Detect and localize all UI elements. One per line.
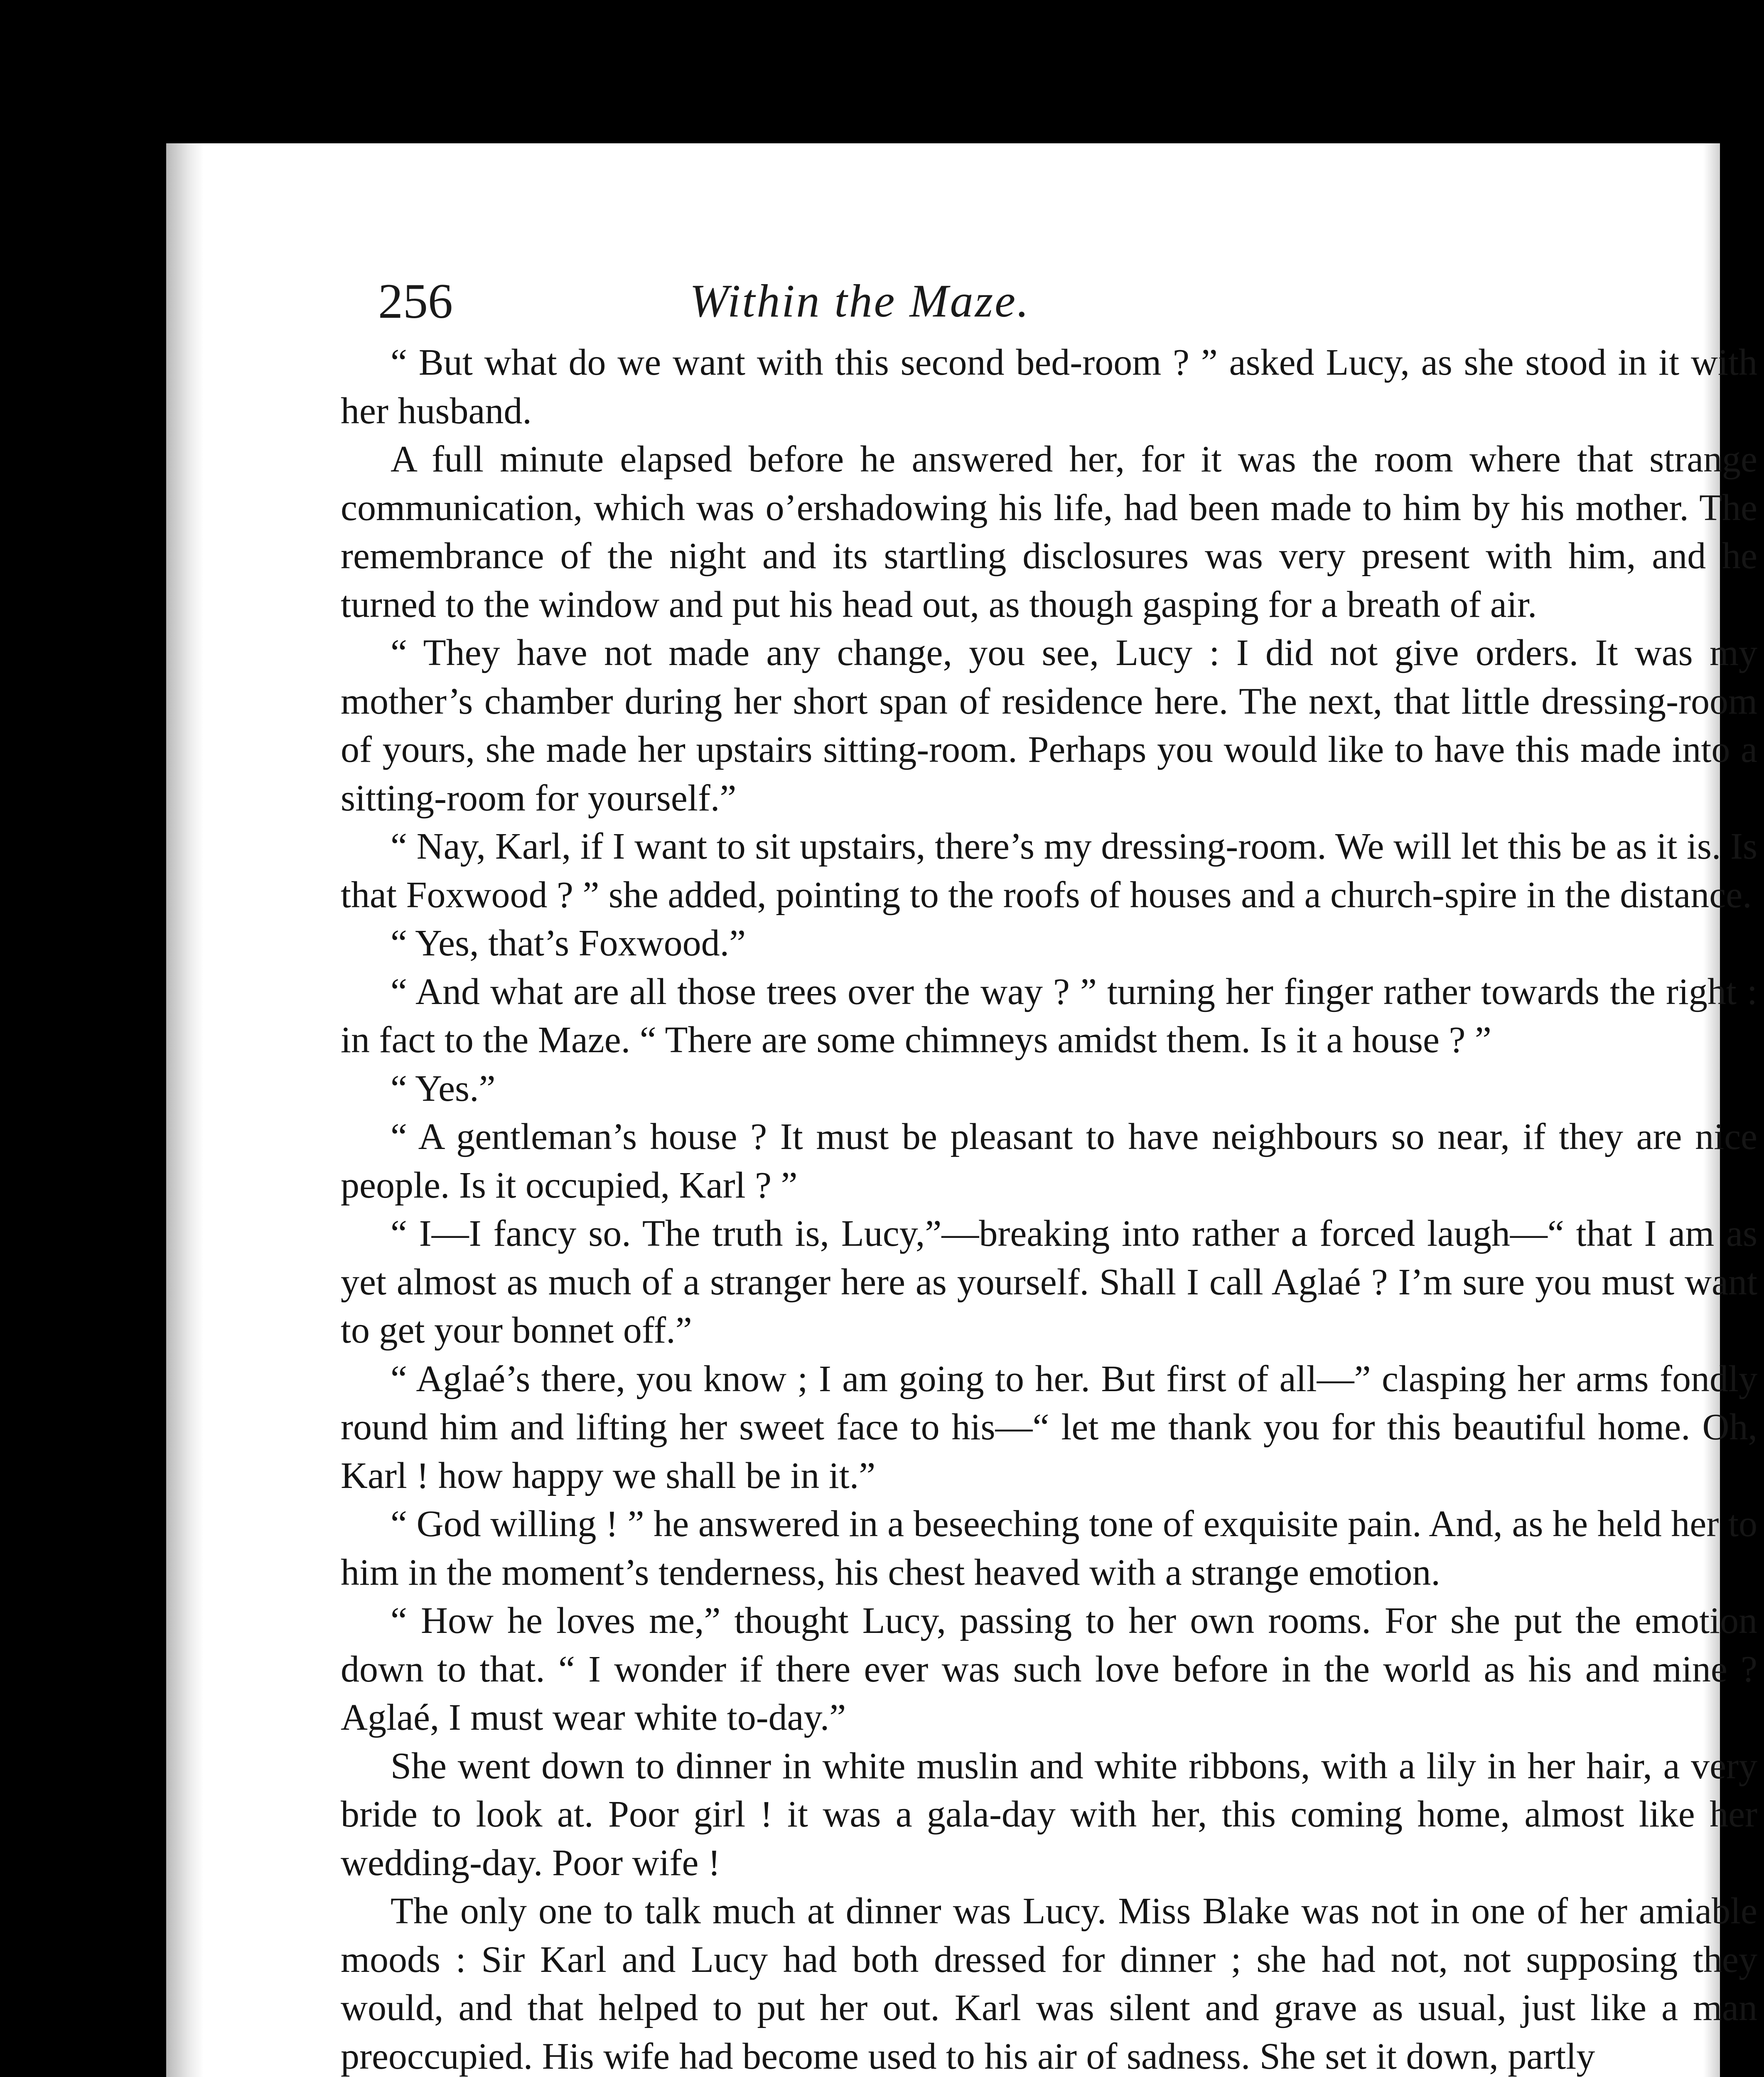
- page-number: 256: [378, 273, 453, 329]
- paragraph: A full minute elapsed before he answered her, for it was the room where that strange communication, which was o’ershadowing his life, had been made to him by his mother. The remembrance of the night and its startling disclosures was very present with him, and he turned to the window and put his head out, as though gasping for a breath of air.: [341, 439, 1757, 625]
- running-title: Within the Maze.: [690, 275, 1030, 327]
- paragraph: “ God willing ! ” he answered in a beseeching tone of exquisite pain. And, as he held her to him in the moment’s tenderness, his chest heaved with a strange emotion.: [341, 1503, 1757, 1593]
- paragraph: “ They have not made any change, you see, Lucy : I did not give orders. It was my mother’s chamber during her short span of residence here. The next, that little dressing-room of yours, she made her upstairs sitting-room. Perhaps you would like to have this made into a sitting-room for yourself.”: [341, 632, 1757, 819]
- spine-shadow: [166, 143, 204, 2077]
- paragraph: “ Aglaé’s there, you know ; I am going to her. But first of all—” clasping her arms fondly round him and lifting her sweet face to his—“ let me thank you for this beautiful home. Oh, Karl ! how happy we shall be in it.”: [341, 1358, 1757, 1496]
- paragraph: “ Nay, Karl, if I want to sit upstairs, there’s my dressing-room. We will let this be as it is. Is that Foxwood ? ” she added, pointing to the roofs of houses and a church-spire in the distance.: [341, 826, 1757, 916]
- book-page: [166, 143, 1757, 2077]
- paragraph: “ Yes, that’s Foxwood.”: [391, 923, 746, 964]
- paragraph: “ Yes.”: [391, 1068, 496, 1109]
- paragraph: “ How he loves me,” thought Lucy, passing to her own rooms. For she put the emotion down to that. “ I wonder if there ever was such love before in the world as his and mine ? Aglaé, I must wear white to-day.”: [341, 1600, 1757, 1738]
- running-head: [378, 264, 1342, 339]
- paragraph: “ But what do we want with this second bed-room ? ” asked Lucy, as she stood in it with her husband.: [341, 342, 1757, 432]
- paragraph: “ And what are all those trees over the way ? ” turning her finger rather towards the right : in fact to the Maze. “ There are some chimneys amidst them. Is it a house ? ”: [341, 971, 1757, 1061]
- body-text: [341, 339, 1757, 2077]
- paragraph: “ I—I fancy so. The truth is, Lucy,”—breaking into rather a forced laugh—“ that I am as yet almost as much of a stranger here as yourself. Shall I call Aglaé ? I’m sure you must want to get your bonnet off.”: [341, 1213, 1757, 1351]
- paragraph: The only one to talk much at dinner was Lucy. Miss Blake was not in one of her amiable moods : Sir Karl and Lucy had both dressed for dinner ; she had not, not supposing they would, and that helped to put her out. Karl was silent and grave as usual, just like a man preoccupied. His wife had become used to his air of sadness. She set it down, partly: [341, 1890, 1757, 2077]
- paragraph: She went down to dinner in white muslin and white ribbons, with a lily in her hair, a very bride to look at. Poor girl ! it was a gala-day with her, this coming home, almost like her wedding-day. Poor wife !: [341, 1745, 1757, 1883]
- paragraph: “ A gentleman’s house ? It must be pleasant to have neighbours so near, if they are nice people. Is it occupied, Karl ? ”: [341, 1116, 1757, 1206]
